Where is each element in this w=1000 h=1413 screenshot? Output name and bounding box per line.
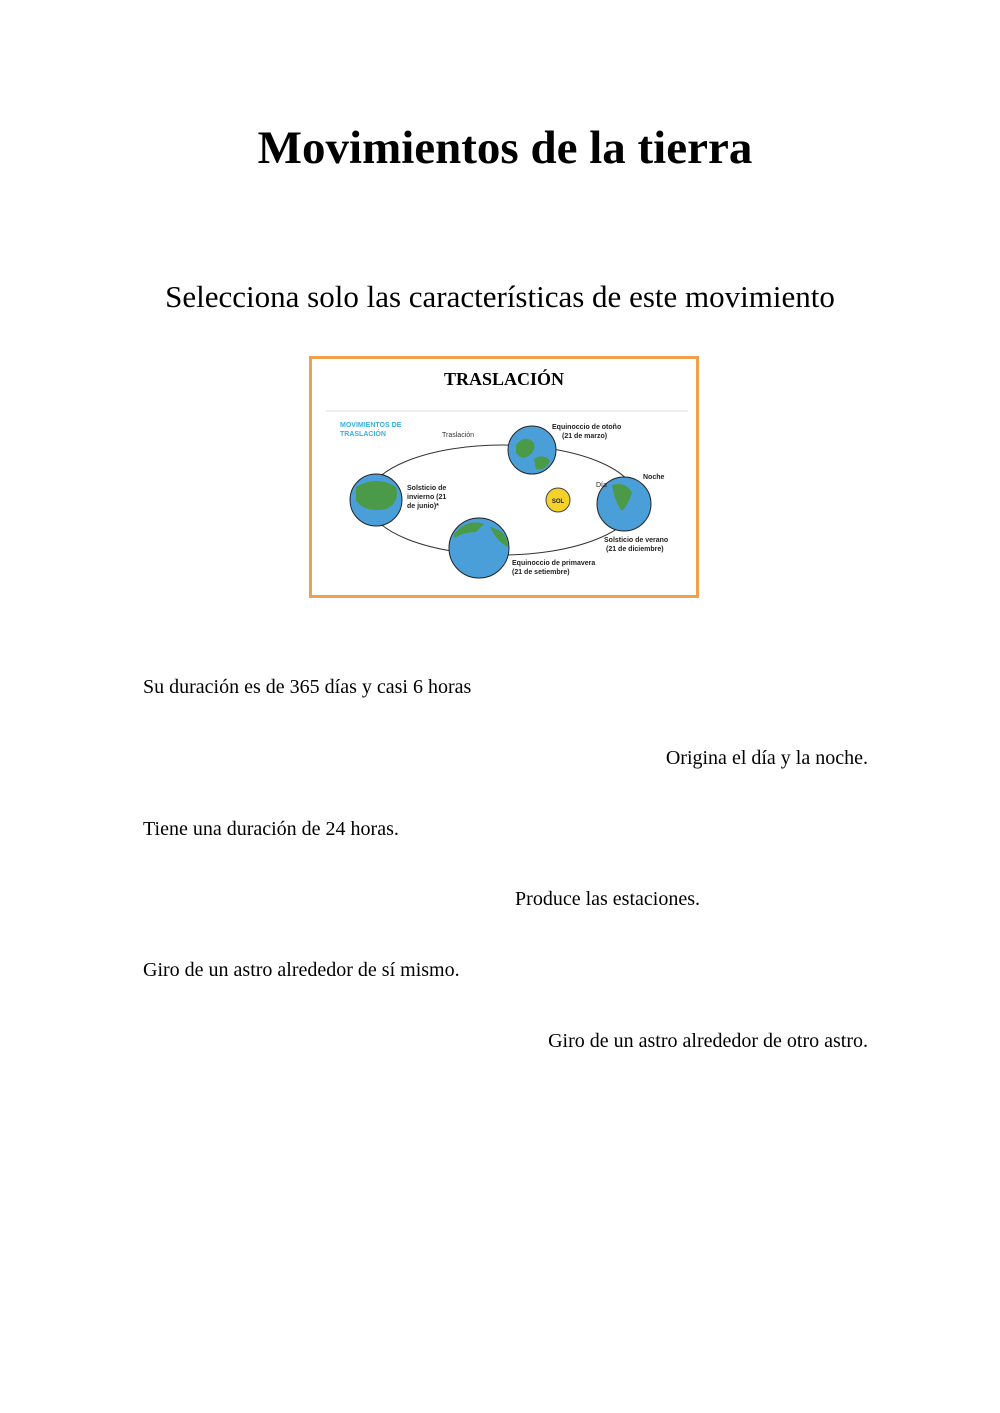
- autumn-label-2: (21 de marzo): [562, 433, 608, 440]
- option-duration-365[interactable]: Su duración es de 365 días y casi 6 horas: [143, 676, 472, 698]
- diagram-heading-2: TRASLACIÓN: [340, 431, 386, 438]
- orbit-label: Traslación: [442, 432, 475, 439]
- spring-label-1: Equinoccio de primavera: [512, 560, 596, 567]
- spring-label-2: (21 de setiembre): [512, 569, 570, 576]
- page-title: Movimientos de la tierra: [257, 122, 753, 174]
- instructions: Selecciona solo las características de este movimiento: [165, 279, 835, 314]
- autumn-label-1: Equinoccio de otoño: [552, 424, 622, 431]
- option-day-night[interactable]: Origina el día y la noche.: [665, 747, 868, 769]
- day-label: Día: [596, 482, 607, 489]
- sun-label: SOL: [551, 499, 565, 505]
- summer-label-2: (21 de diciembre): [606, 546, 664, 553]
- winter-label-1: Solsticio de: [407, 485, 447, 492]
- night-label: Noche: [643, 474, 665, 481]
- figure-title: TRASLACIÓN: [443, 369, 565, 389]
- earth-autumn: [508, 426, 556, 474]
- winter-label-3: de junio)*: [407, 503, 439, 510]
- diagram-heading-1: MOVIMIENTOS DE: [340, 422, 402, 429]
- summer-label-1: Solsticio de verano: [604, 537, 669, 544]
- winter-label-2: invierno (21: [407, 494, 447, 501]
- translation-figure: [309, 356, 699, 598]
- earth-winter: [350, 474, 402, 526]
- option-spin-itself[interactable]: Giro de un astro alrededor de sí mismo.: [143, 959, 460, 981]
- earth-spring: [449, 518, 509, 578]
- option-duration-24h[interactable]: Tiene una duración de 24 horas.: [143, 818, 399, 840]
- translation-diagram: [312, 359, 696, 595]
- option-seasons[interactable]: Produce las estaciones.: [515, 888, 700, 910]
- option-orbit-other[interactable]: Giro de un astro alrededor de otro astro.: [548, 1030, 868, 1052]
